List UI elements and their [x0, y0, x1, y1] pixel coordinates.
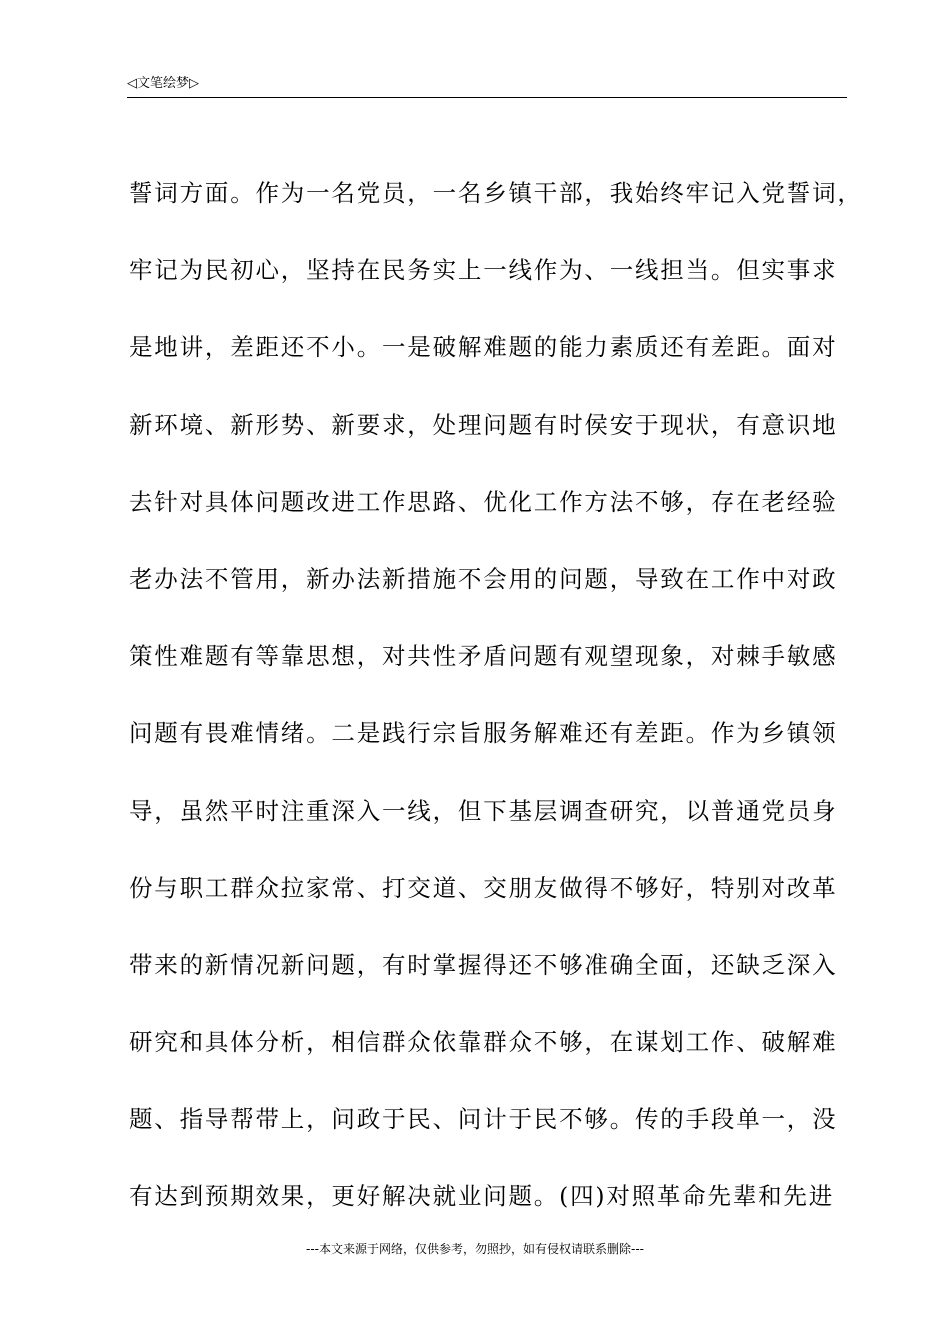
body-line: 牢记为民初心，坚持在民务实上一线作为、一线担当。但实事求	[129, 256, 838, 285]
header-title: ◁文笔绘梦▷	[127, 76, 199, 91]
body-line: 新环境、新形势、新要求，处理问题有时侯安于现状，有意识地	[129, 410, 838, 439]
body-line: 题、指导帮带上，问政于民、问计于民不够。传的手段单一，没	[129, 1105, 838, 1134]
body-line: 有达到预期效果，更好解决就业问题。(四)对照革命先辈和先进	[129, 1182, 835, 1211]
body-line: 带来的新情况新问题，有时掌握得还不够准确全面，还缺乏深入	[129, 950, 838, 979]
body-line: 导，虽然平时注重深入一线，但下基层调查研究，以普通党员身	[129, 796, 838, 825]
body-line: 誓词方面。作为一名党员，一名乡镇干部，我始终牢记入党誓词，	[129, 179, 863, 207]
body-line: 策性难题有等靠思想，对共性矛盾问题有观望现象，对棘手敏感	[129, 642, 838, 671]
body-line: 问题有畏难情绪。二是践行宗旨服务解难还有差距。作为乡镇领	[129, 719, 838, 748]
document-body	[129, 155, 863, 1236]
body-line: 份与职工群众拉家常、打交道、交朋友做得不够好，特别对改革	[129, 873, 838, 902]
footer-notice: ---本文来源于网络，仅供参考，勿照抄，如有侵权请联系删除---	[306, 1242, 644, 1256]
body-line: 老办法不管用，新办法新措施不会用的问题，导致在工作中对政	[129, 564, 838, 593]
body-line: 去针对具体问题改进工作思路、优化工作方法不够，存在老经验	[129, 487, 838, 516]
body-line: 是地讲，差距还不小。一是破解难题的能力素质还有差距。面对	[129, 333, 838, 362]
page-header	[127, 76, 847, 98]
body-line: 研究和具体分析，相信群众依靠群众不够，在谋划工作、破解难	[129, 1028, 838, 1057]
